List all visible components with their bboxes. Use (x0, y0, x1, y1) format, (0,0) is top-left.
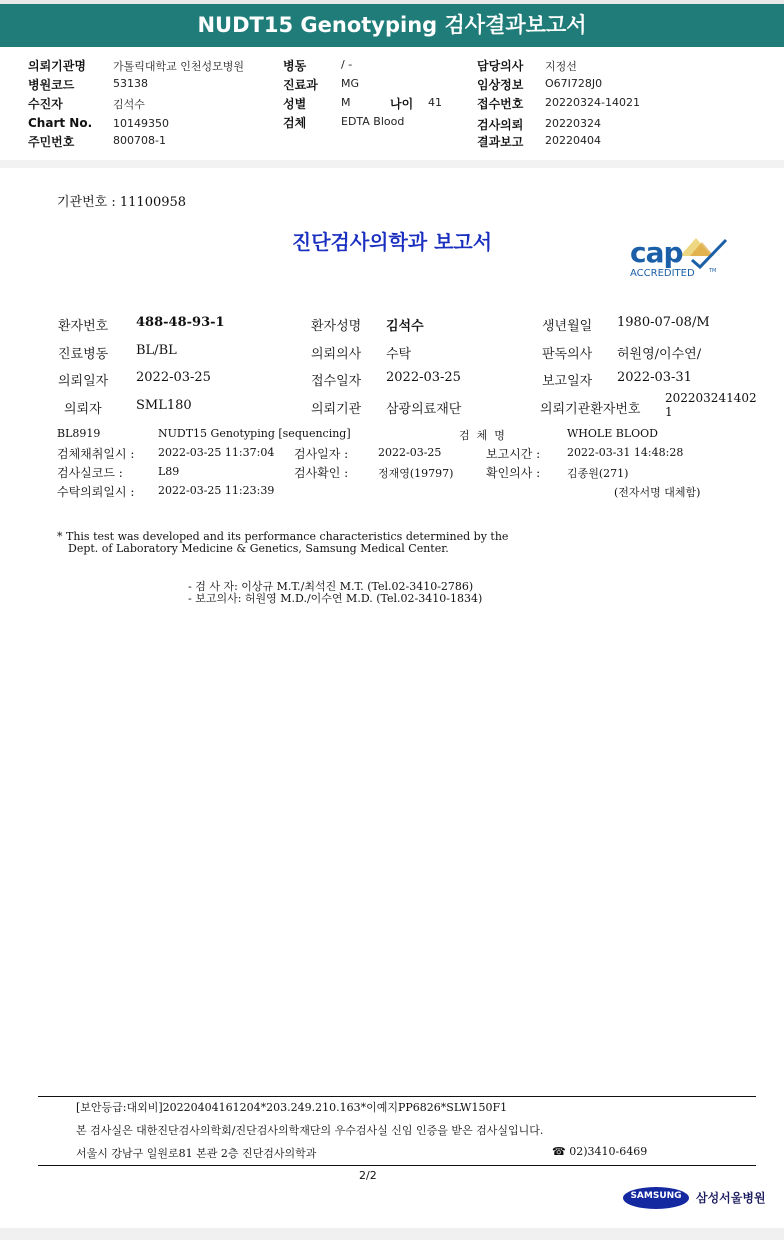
label-institution-patient-no: 의뢰기관환자번호 (540, 402, 641, 417)
value-specimen: EDTA Blood (341, 115, 405, 128)
label-report-date: 보고일자 (542, 374, 593, 389)
footer-bottom-rule (38, 1165, 756, 1166)
label-accession-no: 접수번호 (477, 97, 524, 111)
value-collection-datetime: 2022-03-25 11:37:04 (158, 446, 275, 459)
label-request-date: 의뢰일자 (58, 374, 109, 389)
value-chart-no: 10149350 (113, 117, 169, 130)
value-test-date: 2022-03-25 (378, 446, 442, 459)
label-sex: 성별 (283, 97, 307, 111)
value-requesting-institution: 가톨릭대학교 인천성모병원 (113, 60, 245, 73)
value-report-date: 2022-03-31 (617, 370, 692, 385)
value-attending-doctor: 지정선 (545, 60, 577, 73)
value-ward-department: BL/BL (136, 343, 177, 358)
value-patient: 김석수 (113, 98, 145, 111)
label-ward: 병동 (283, 59, 307, 73)
value-accession-no: 20220324-14021 (545, 96, 640, 109)
section-gap (0, 160, 784, 168)
value-specimen-name: WHOLE BLOOD (567, 427, 658, 440)
label-hospital-code: 병원코드 (28, 78, 75, 92)
value-age: 41 (428, 96, 442, 109)
label-consignment-datetime: 수탁의뢰일시 : (57, 485, 135, 499)
report-header-title: NUDT15 Genotyping 검사결과보고서 (0, 4, 784, 47)
label-confirming-doctor: 확인의사 : (486, 466, 541, 480)
disclaimer-line-2: Dept. of Laboratory Medicine & Genetics, Samsung Medical Center. (68, 542, 449, 555)
value-requesting-institution-body: 삼광의료재단 (386, 402, 462, 417)
value-patient-number: 488-48-93-1 (136, 315, 225, 330)
samsung-logo-text: SAMSUNG (630, 1191, 682, 1201)
cap-logo-text: cap (630, 236, 683, 269)
value-requesting-doctor: 수탁 (386, 347, 412, 362)
label-specimen-name: 검 체 명 (459, 429, 505, 442)
lab-phone: ☎ 02)3410-6469 (552, 1145, 648, 1158)
samsung-logo (622, 1186, 690, 1210)
value-confirming-doctor: 김종원(271) (567, 467, 629, 480)
label-reading-doctor: 판독의사 (542, 347, 593, 362)
label-requesting-institution: 의뢰기관명 (28, 59, 86, 73)
value-report-time: 2022-03-31 14:48:28 (567, 446, 684, 459)
value-sex: M (341, 96, 351, 109)
label-department: 진료과 (283, 78, 318, 92)
value-patient-name: 김석수 (386, 319, 424, 334)
value-hospital-code: 53138 (113, 77, 148, 90)
lab-address: 서울시 강남구 일원로81 본관 2층 진단검사의학과 (76, 1147, 317, 1160)
value-lab-code: L89 (158, 465, 180, 478)
page-number: 2/2 (359, 1169, 377, 1182)
label-age: 나이 (390, 97, 414, 111)
label-resident-no: 주민번호 (28, 135, 75, 149)
value-resident-no: 800708-1 (113, 134, 166, 147)
value-ward: / - (341, 58, 353, 71)
value-request-date: 2022-03-25 (136, 370, 211, 385)
label-lab-code: 검사실코드 : (57, 466, 123, 480)
label-patient-name: 환자성명 (311, 319, 362, 334)
value-department: MG (341, 77, 360, 90)
label-test-date: 검사일자 : (294, 447, 349, 461)
label-result-report: 결과보고 (477, 135, 524, 149)
security-classification: [보안등급:대외비]20220404161204*203.249.210.163*이예지PP6826*SLW150F1 (76, 1101, 508, 1114)
label-patient: 수진자 (28, 97, 63, 111)
value-clinical-info: O67I728J0 (545, 77, 603, 90)
label-patient-number: 환자번호 (58, 319, 109, 334)
value-test-request: 20220324 (545, 117, 601, 130)
bottom-strip (0, 1228, 784, 1240)
trademark-text: TM (709, 268, 717, 274)
value-result-report: 20220404 (545, 134, 601, 147)
value-test-verified: 정재영(19797) (378, 467, 454, 480)
label-birth-date: 생년월일 (542, 319, 593, 334)
label-requesting-doctor: 의뢰의사 (311, 347, 362, 362)
label-requesting-institution-body: 의뢰기관 (311, 402, 362, 417)
value-institution-patient-no-cont: 1 (665, 405, 673, 419)
document-title: 진단검사의학과 보고서 (291, 230, 493, 254)
label-receipt-date: 접수일자 (311, 374, 362, 389)
institution-number: 기관번호 : 11100958 (57, 195, 187, 210)
label-chart-no: Chart No. (28, 116, 93, 130)
samsung-hospital-name: 삼성서울병원 (696, 1191, 766, 1205)
label-clinical-info: 임상정보 (477, 78, 524, 92)
value-birth-date: 1980-07-08/M (617, 315, 710, 330)
footer-top-rule (38, 1096, 756, 1097)
label-ward-department: 진료병동 (58, 347, 109, 362)
value-reading-doctor: 허원영/이수연/ (617, 347, 702, 362)
cap-accredited-logo (626, 234, 734, 284)
test-name: NUDT15 Genotyping [sequencing] (158, 427, 351, 440)
value-requester: SML180 (136, 398, 192, 413)
electronic-signature-note: (전자서명 대체함) (614, 486, 701, 499)
value-institution-patient-no: 202203241402 (665, 391, 757, 405)
label-attending-doctor: 담당의사 (477, 59, 524, 73)
value-receipt-date: 2022-03-25 (386, 370, 461, 385)
label-specimen: 검체 (283, 116, 307, 130)
label-requester: 의뢰자 (64, 402, 102, 417)
accredited-text: ACCREDITED (630, 268, 695, 279)
label-test-request: 검사의뢰 (477, 118, 524, 132)
staff-testers: - 검 사 자: 이상규 M.T./최석진 M.T. (Tel.02-3410-2786) (188, 580, 474, 593)
label-collection-datetime: 검체채취일시 : (57, 447, 135, 461)
label-report-time: 보고시간 : (486, 447, 541, 461)
value-consignment-datetime: 2022-03-25 11:23:39 (158, 484, 275, 497)
certification-statement: 본 검사실은 대한진단검사의학회/진단검사의학재단의 우수검사실 신임 인증을 받은 검사실입니다. (76, 1124, 544, 1137)
disclaimer-line-1: * This test was developed and its performance characteristics determined by the (57, 530, 509, 543)
label-test-verified: 검사확인 : (294, 466, 349, 480)
test-code: BL8919 (57, 427, 101, 440)
staff-reporting-doctors: - 보고의사: 허원영 M.D./이수연 M.D. (Tel.02-3410-1834) (188, 592, 483, 605)
